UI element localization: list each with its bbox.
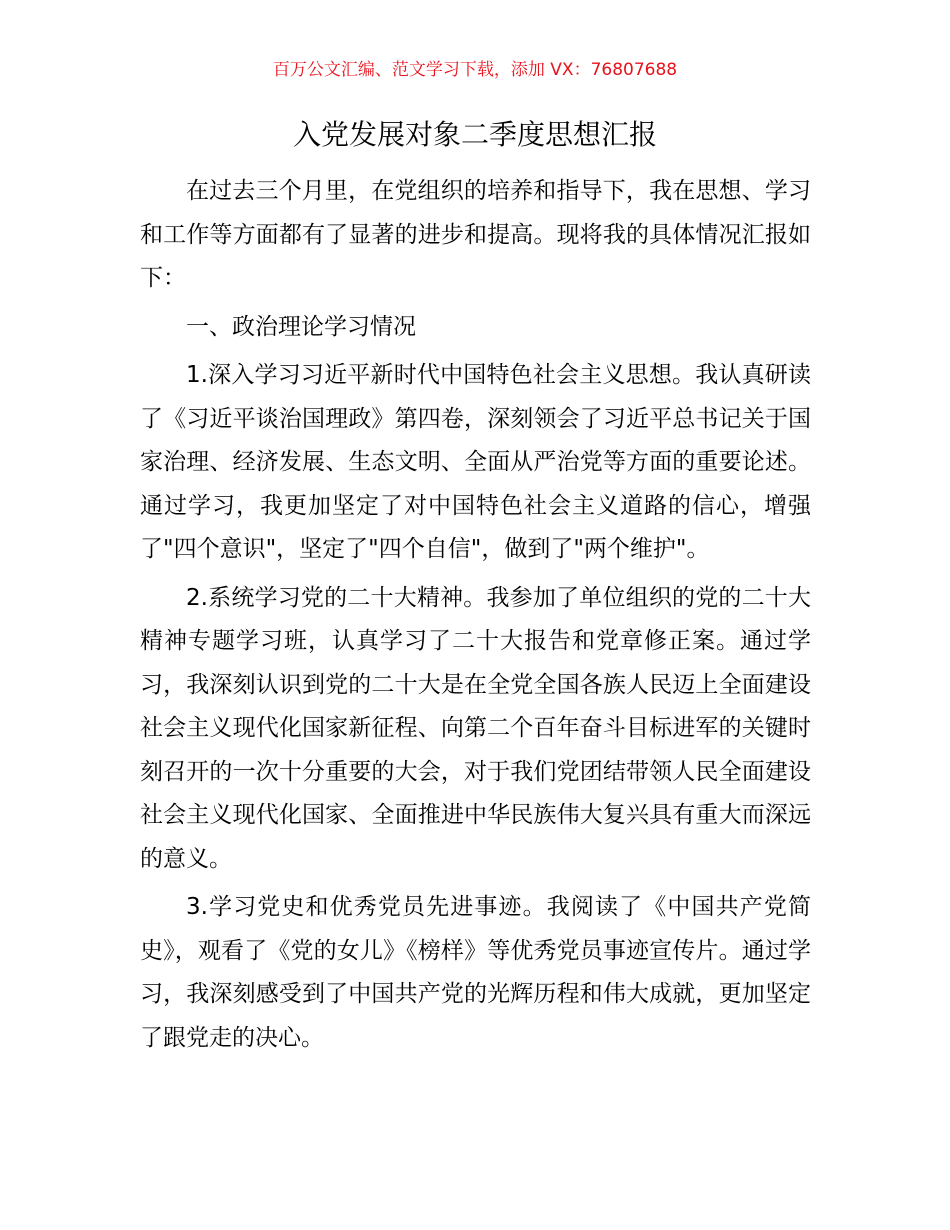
paragraph-item-1: 1.深入学习习近平新时代中国特色社会主义思想。我认真研读了《习近平谈治国理政》第四卷，深刻领会了习近平总书记关于国家治理、经济发展、生态文明、全面从严治党等方面的重要论述。通过学习，我更加坚定了对中国特色社会主义道路的信心，增强了"四个意识"，坚定了"四个自信"，做到了"两个维护"。 xyxy=(140,362,811,562)
paragraph-item-2: 2.系统学习党的二十大精神。我参加了单位组织的党的二十大精神专题学习班，认真学习了二十大报告和党章修正案。通过学习，我深刻认识到党的二十大是在全党全国各族人民迈上全面建设社会主义现代化国家新征程、向第二个百年奋斗目标进军的关键时刻召开的一次十分重要的大会，对于我们党团结带领人民全面建设社会主义现代化国家、全面推进中华民族伟大复兴具有重大而深远的意义。 xyxy=(140,584,811,872)
paragraph-item-3: 3.学习党史和优秀党员先进事迹。我阅读了《中国共产党简史》，观看了《党的女儿》《榜样》等优秀党员事迹宣传片。通过学习，我深刻感受到了中国共产党的光辉历程和伟大成就，更加坚定了跟党走的决心。 xyxy=(140,894,811,1051)
paragraph-intro: 在过去三个月里，在党组织的培养和指导下，我在思想、学习和工作等方面都有了显著的进步和提高。现将我的具体情况汇报如下： xyxy=(140,178,811,291)
section-heading-political-study: 一、政治理论学习情况 xyxy=(186,313,416,340)
document-title: 入党发展对象二季度思想汇报 xyxy=(292,118,657,151)
document-body xyxy=(140,170,811,1065)
watermark-header: 百万公文汇编、范文学习下载，添加 VX：76807688 xyxy=(272,60,678,80)
